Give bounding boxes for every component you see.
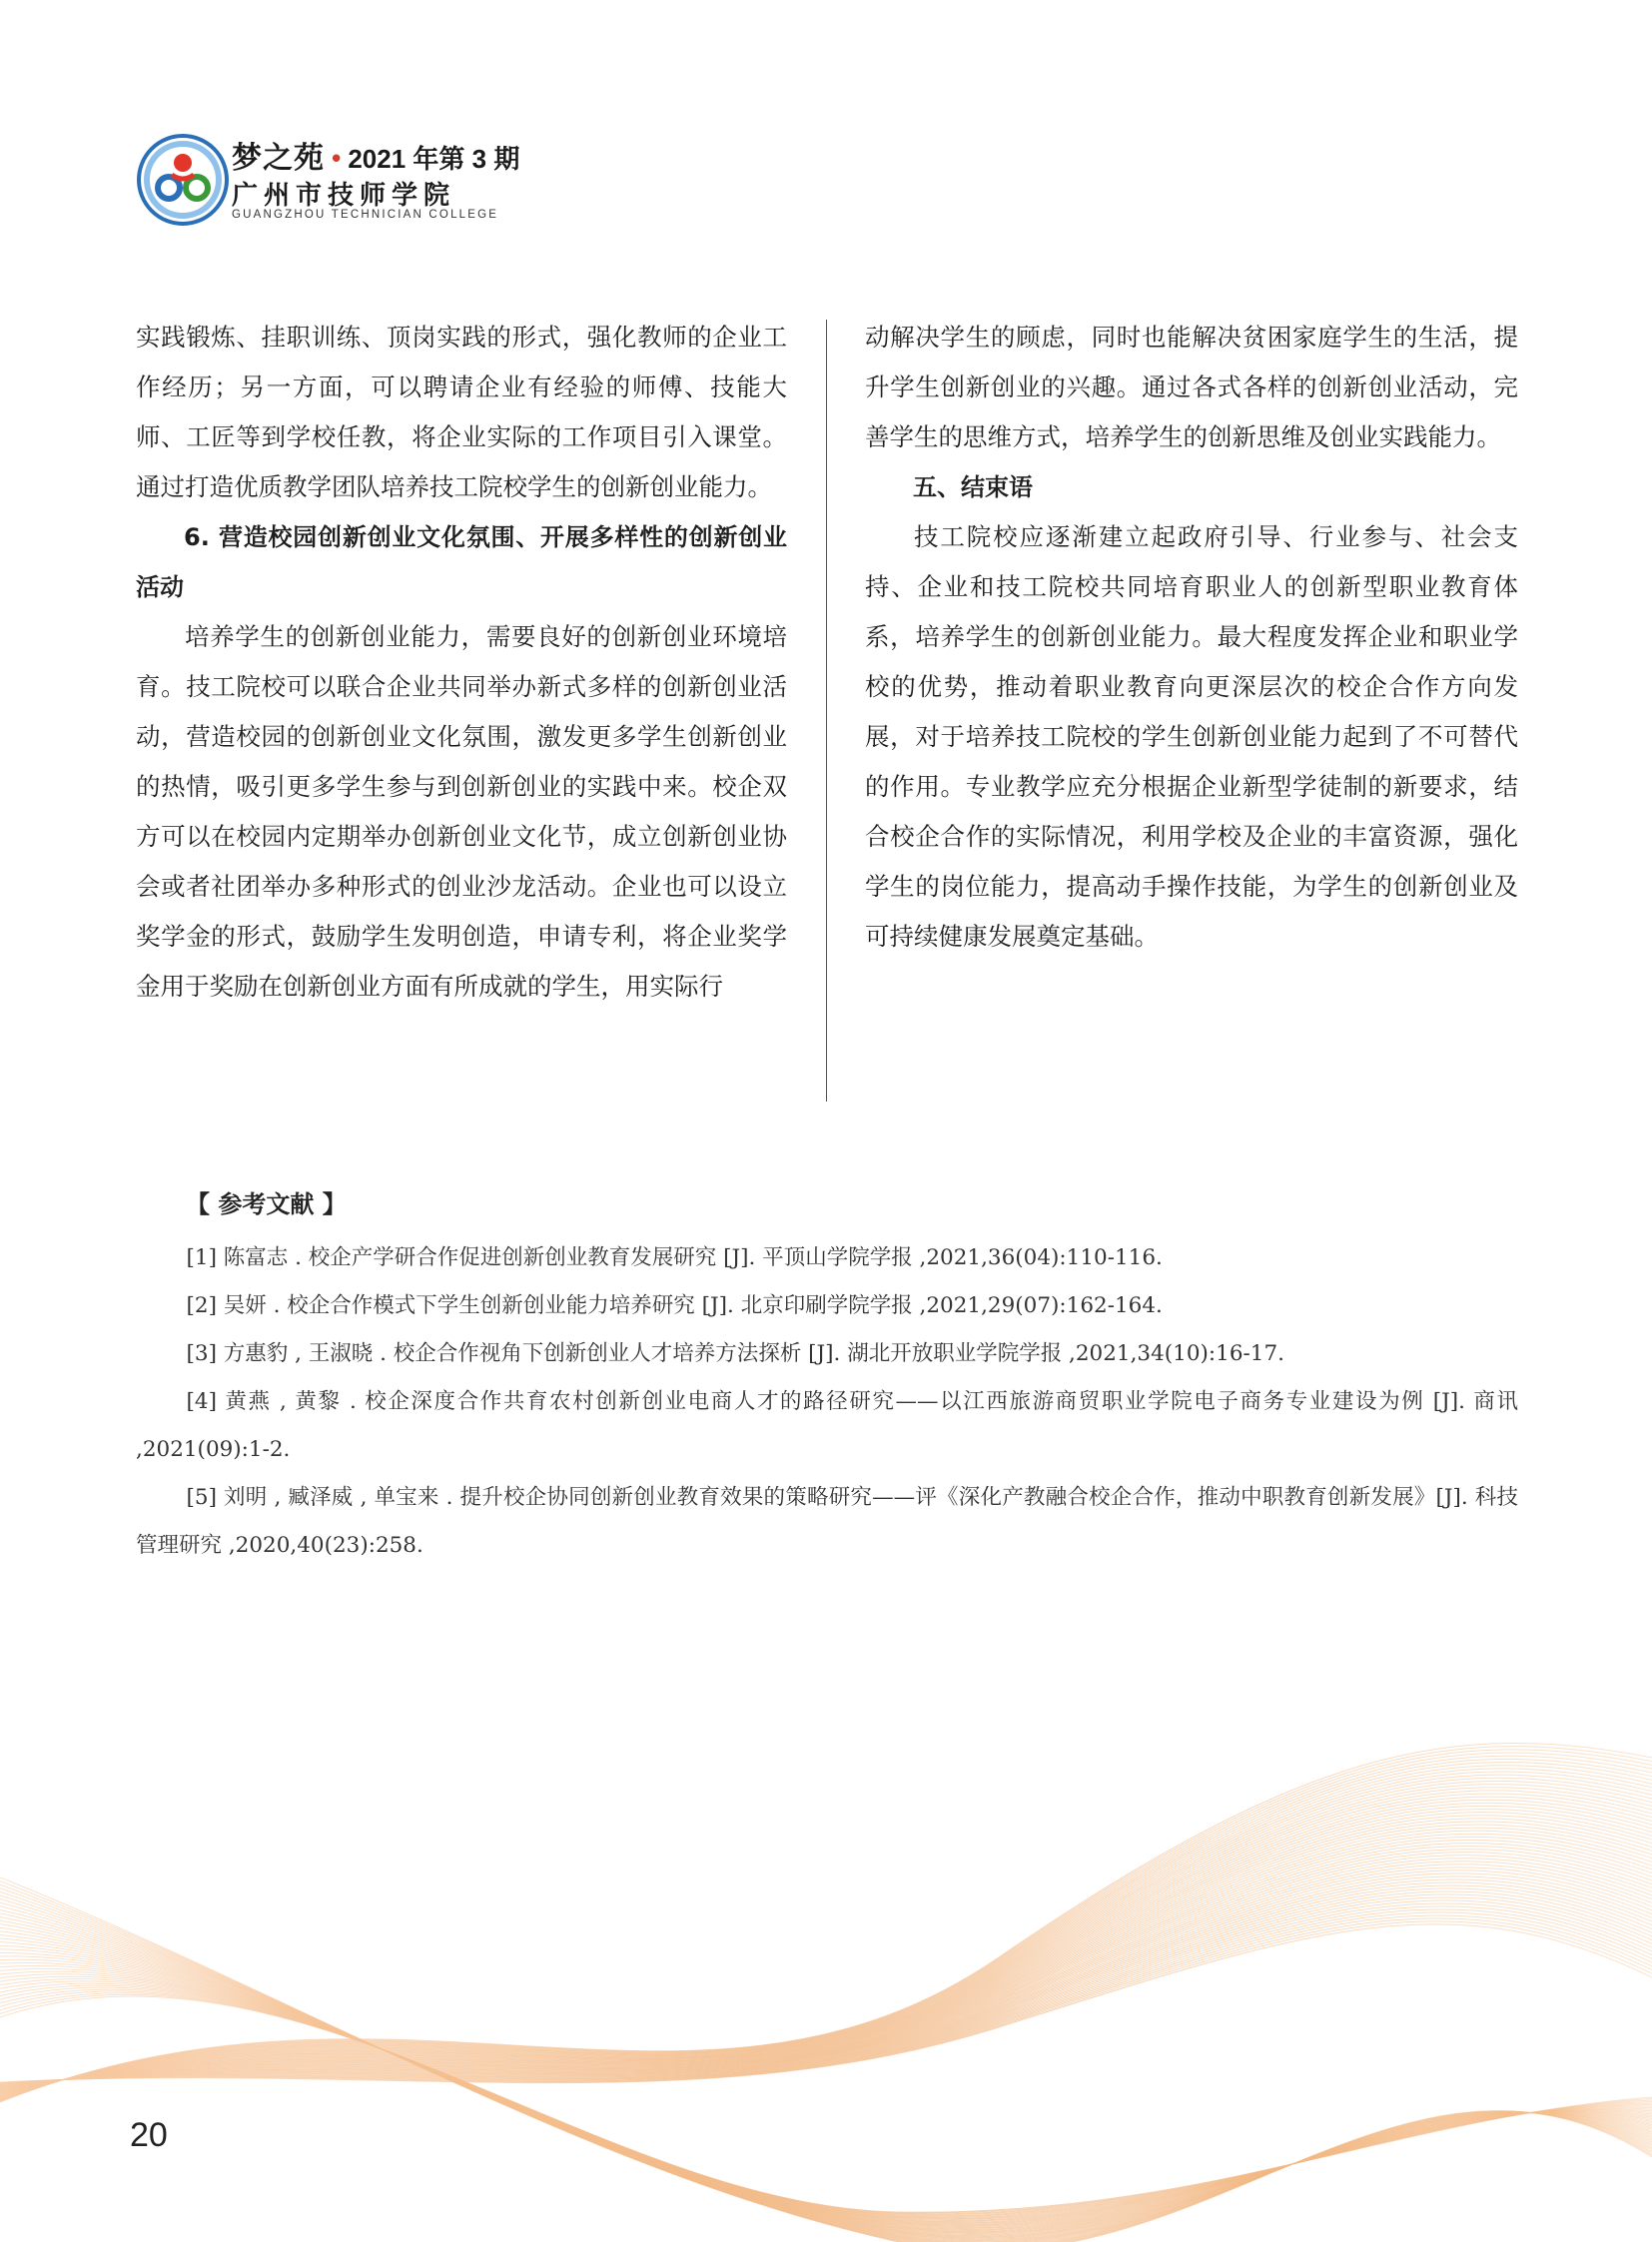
references-title: 【 参考文献 】 <box>186 1190 347 1218</box>
wave-line <box>0 1991 1652 2215</box>
wave-line <box>0 1979 1652 2221</box>
reference-item: [1] 陈富志 . 校企产学研合作促进创新创业教育发展研究 [J]. 平顶山学院学报 ,2021,36(04):110-116. <box>186 1245 1163 1270</box>
references-section <box>136 1184 1518 1570</box>
wave-line <box>0 1994 1652 2213</box>
wave-line <box>0 1974 1652 2223</box>
wave-line <box>0 1938 1652 2234</box>
wave-line <box>0 1927 1652 2236</box>
wave-line <box>0 1996 1652 2212</box>
reference-item: [5] 刘明 , 臧泽威 , 单宝来 . 提升校企协同创新创业教育效果的策略研究——评《深化产教融合校企合作，推动中职教育创新发展》[J]. 科技管理研究 ,2020,40(23):258. <box>136 1485 1518 1558</box>
right-paragraph-1: 动解决学生的顾虑，同时也能解决贫困家庭学生的生活，提升学生创新创业的兴趣。通过各式各样的创新创业活动，完善学生的思维方式，培养学生的创新思维及创业实践能力。 <box>865 323 1518 451</box>
reference-item: [4] 黄燕 , 黄黎 . 校企深度合作共育农村创新创业电商人才的路径研究——以江西旅游商贸职业学院电子商务专业建设为例 [J]. 商讯 ,2021(09):1-2. <box>136 1389 1518 1462</box>
wave-line <box>0 1989 1652 2216</box>
column-divider <box>826 320 827 1102</box>
separator-dot-icon: • <box>329 145 345 175</box>
right-column <box>865 313 1518 962</box>
left-column <box>136 313 787 1012</box>
wave-line <box>0 1993 1652 2214</box>
reference-item: [2] 吴妍 . 校企合作模式下学生创新创业能力培养研究 [J]. 北京印刷学院学报 ,2021,29(07):162-164. <box>186 1293 1163 1318</box>
school-name: 广州市技师学院 <box>232 181 456 211</box>
page-number: 20 <box>130 2116 168 2154</box>
right-paragraph-2: 技工院校应逐渐建立起政府引导、行业参与、社会支持、企业和技工院校共同培育职业人的创新型职业教育体系，培养学生的创新创业能力。最大程度发挥企业和职业学校的优势，推动着职业教育向更深层次的校企合作方向发展，对于培养技工院校的学生创新创业能力起到了不可替代的作用。专业教学应充分根据企业新型学徒制的新要求，结合校企合作的实际情况，利用学校及企业的丰富资源，强化学生的岗位能力，提高动手操作技能，为学生的创新创业及可持续健康发展奠定基础。 <box>865 522 1518 951</box>
issue-label: 2021 年第 3 期 <box>348 144 520 174</box>
wave-line <box>0 1942 1652 2233</box>
section-heading-conclusion: 五、结束语 <box>913 473 1033 501</box>
left-paragraph-2: 培养学生的创新创业能力，需要良好的创新创业环境培育。技工院校可以联合企业共同举办新式多样的创新创业活动，营造校园的创新创业文化氛围，激发更多学生创新创业的热情，吸引更多学生参与到创新创业的实践中来。校企双方可以在校园内定期举办创新创业文化节，成立创新创业协会或者社团举办多种形式的创业沙龙活动。企业也可以设立奖学金的形式，鼓励学生发明创造，申请专利，将企业奖学金用于奖励在创新创业方面有所成就的学生，用实际行 <box>136 622 787 1001</box>
section-heading-6: 6. 营造校园创新创业文化氛围、开展多样性的创新创业活动 <box>136 523 787 601</box>
reference-item: [3] 方惠豹 , 王淑晓 . 校企合作视角下创新创业人才培养方法探析 [J]. 湖北开放职业学院学报 ,2021,34(10):16-17. <box>186 1341 1284 1366</box>
wave-line <box>0 1920 1652 2239</box>
school-logo <box>136 133 230 227</box>
wave-line <box>0 1987 1652 2217</box>
wave-line <box>0 1934 1652 2234</box>
school-name-english: GUANGZHOU TECHNICIAN COLLEGE <box>232 209 499 221</box>
wave-line <box>0 1959 1652 2227</box>
wave-line <box>0 1931 1652 2236</box>
wave-line <box>0 1985 1652 2218</box>
wave-line <box>0 1983 1652 2219</box>
wave-line <box>0 1976 1652 2221</box>
left-paragraph-1: 实践锻炼、挂职训练、顶岗实践的形式，强化教师的企业工作经历；另一方面，可以聘请企业有经验的师傅、技能大师、工匠等到学校任教，将企业实际的工作项目引入课堂。通过打造优质教学团队培养技工院校学生的创新创业能力。 <box>136 323 787 501</box>
masthead <box>232 133 520 221</box>
magazine-name: 梦之苑 <box>232 141 325 176</box>
references-list <box>136 1234 1518 1570</box>
wave-line <box>0 1924 1652 2238</box>
wave-line <box>0 1981 1652 2220</box>
